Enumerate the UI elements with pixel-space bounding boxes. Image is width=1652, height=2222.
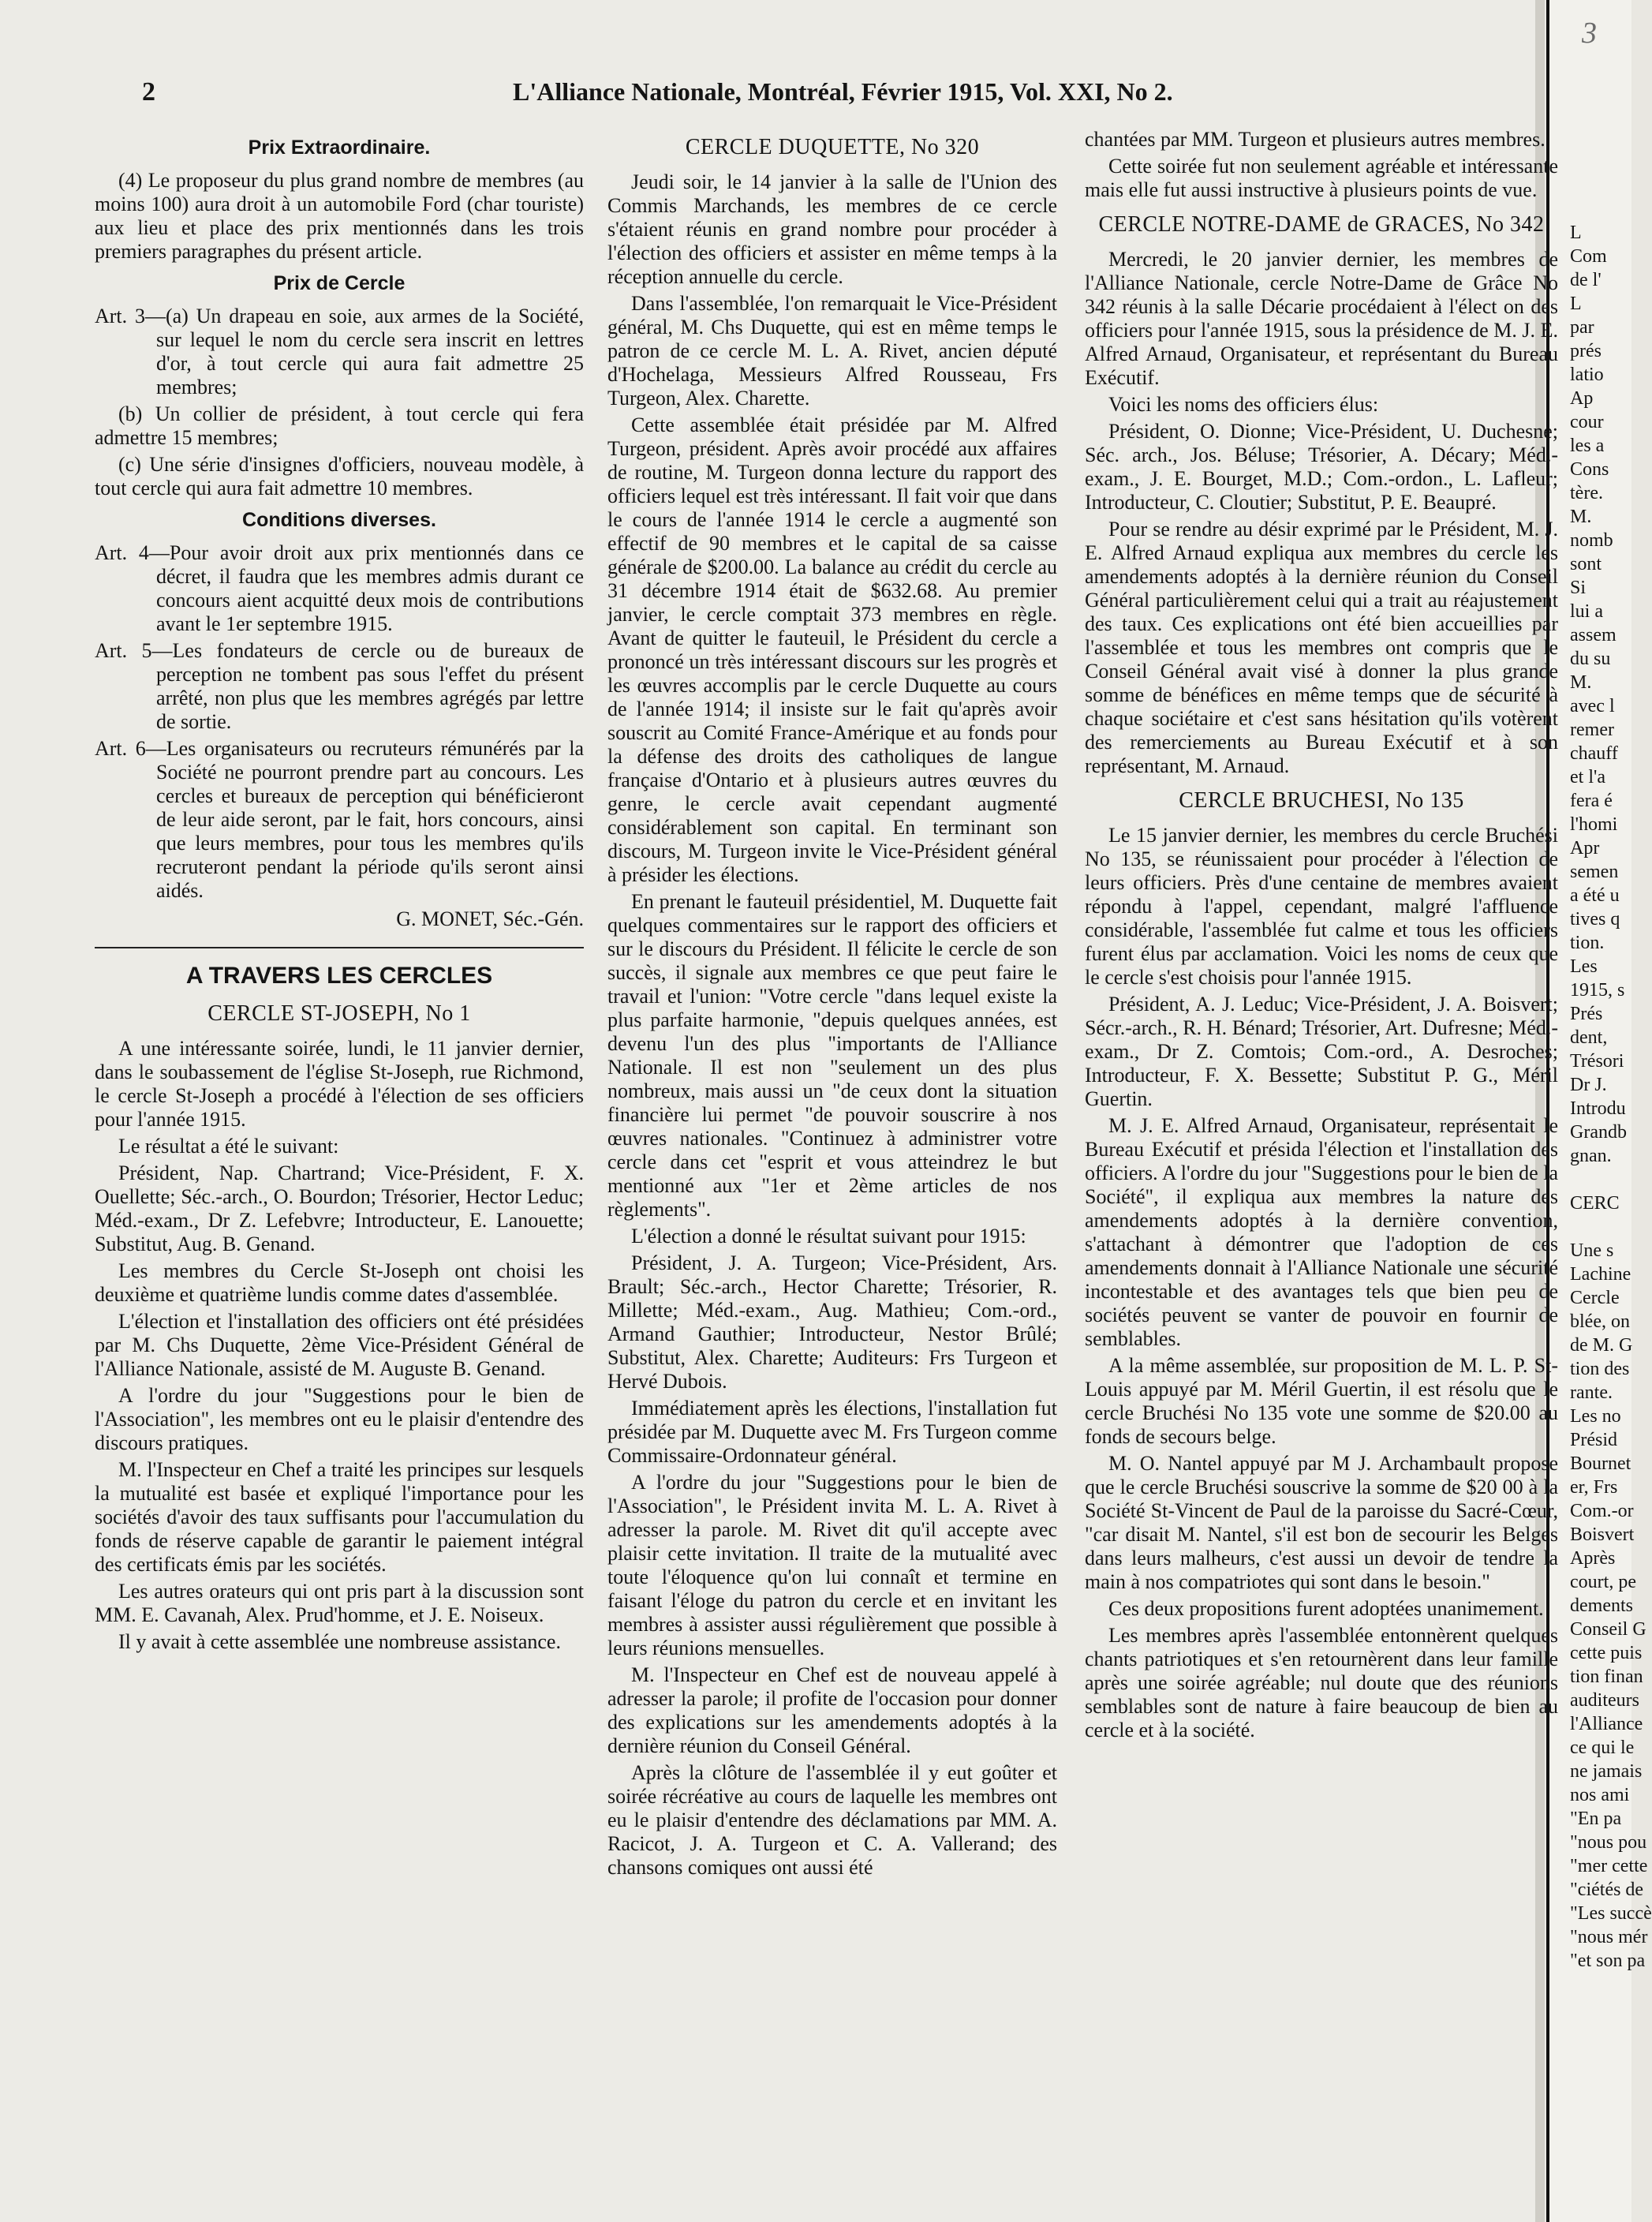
cropped-line: auditeurs <box>1570 1690 1639 1711</box>
paragraph: Voici les noms des officiers élus: <box>1108 393 1379 416</box>
cropped-line: semen <box>1570 862 1619 882</box>
cropped-line: 1915, s <box>1570 980 1625 1001</box>
paragraph: (b) Un collier de président, à tout cercle qui fera admettre 15 membres; <box>95 402 584 449</box>
paragraph: chantées par MM. Turgeon et plusieurs autres membres. <box>1085 128 1545 151</box>
cropped-line: tère. <box>1570 483 1603 503</box>
cercle-heading: CERCLE BRUCHESI, No 135 <box>1179 788 1464 813</box>
cropped-line: Les no <box>1570 1406 1621 1427</box>
cropped-line: chauff <box>1570 743 1618 764</box>
paragraph: Cette assemblée était présidée par M. Alfred Turgeon, président. Après avoir procédé aux affaires de routine, M. Turgeon donna lecture du rapport des officiers lequel est très intéressant. Il fait voir que dans le cours de l'année 1914 le cercle a augmenté son effectif de 90 membres et le capital de sa caisse générale de $200.00. La balance au crédit du cercle au 31 décembre 1914 était de $632.68. Au premier janvier, le cercle comptait 373 membres en règle. Avant de quitter le fauteuil, le Président du cercle a prononcé un très intéressant discours sur les progrès et les œuvres accomplis par le cercle Duquette au cours de l'année 1914; il insiste sur le fait qu'après avoir souscrit au Comité France-Amérique et au fonds pour la défense des droits des catholiques de langue française d'Ontario et à plusieurs autres œuvres du genre, le cercle avait cependant augmenté considérablement son capital. En terminant son discours, M. Turgeon invite le Vice-Président général à présider les élections. <box>607 413 1057 886</box>
section-heading: Conditions diverses. <box>242 509 436 531</box>
paragraph: En prenant le fauteuil présidentiel, M. Duquette fait quelques commentaires sur le rapport des officiers et sur le discours du Président. Il félicite le cercle de son succès, il signale aux membres ce que peut faire le travail et l'union: "Votre cercle "dans lequel existe la plus parfaite harmonie, "depuis quelques années, est devenu l'un des plus "importants de l'Alliance Nationale. Il est non "seulement un des plus nombreux, mais aussi un "de ceux dont la situation financière lui permet "de pouvoir souscrire à nos œuvres nationales. "Continuez à administrer votre cercle dans cet "esprit et vous atteindrez le but mentionné aux "1er et 2ème articles de nos règlements". <box>607 890 1057 1221</box>
cropped-line: Introdu <box>1570 1098 1626 1119</box>
cropped-line: lui a <box>1570 601 1603 622</box>
cropped-line: assem <box>1570 625 1616 645</box>
article-paragraph: Art. 4—Pour avoir droit aux prix mentionnés dans ce décret, il faudra que les membres admis durant ce concours aient acquitté deux mois de contributions avant le 1er septembre 1915. <box>95 541 584 635</box>
cropped-line: l'homi <box>1570 814 1618 835</box>
paragraph: M. l'Inspecteur en Chef a traité les principes sur lesquels la mutualité est basée et expliqué l'importance pour les sociétés d'avoir des taux suffisants pour l'accumulation du fonds de réserve capable de garantir le paiement intégral des certificats émis par les sociétés. <box>95 1458 584 1576</box>
cercle-heading: CERCLE DUQUETTE, No 320 <box>685 135 980 159</box>
paragraph: Dans l'assemblée, l'on remarquait le Vice-Président général, M. Chs Duquette, qui est en même temps le patron de ce cercle M. L. A. Rivet, ancien député d'Hochelaga, Messieurs Alfred Rousseau, Frs Turgeon, Alex. Charette. <box>607 292 1057 410</box>
cropped-line: prés <box>1570 341 1602 361</box>
cropped-line: er, Frs <box>1570 1477 1618 1498</box>
cropped-line: blée, on <box>1570 1311 1630 1332</box>
section-heading: Prix Extraordinaire. <box>248 137 431 159</box>
cropped-line: Conseil G <box>1570 1619 1646 1640</box>
paragraph: Pour se rendre au désir exprimé par le Président, M. J. E. Alfred Arnaud expliqua aux membres du cercle les amendements adoptés à la dernière réunion du Conseil Général particulièrement celui qui a trait au réajustement des taux. Ces explications ont été bien accueillies par l'assemblée et tous les membres ont compris que le Conseil Général avait visé à donner la plus grande somme de bénéfices en même temps que de sécurité à chaque sociétaire et c'est sans hésitation qu'ils votèrent des remerciements au Bureau Exécutif et à son représentant, M. Arnaud. <box>1085 518 1558 777</box>
section-heading: Prix de Cercle <box>273 272 406 294</box>
cropped-line: "ciétés de <box>1570 1880 1644 1900</box>
paragraph: L'élection et l'installation des officiers ont été présidées par M. Chs Duquette, 2ème Vice-Président Général de l'Alliance Nationale, assisté de M. Auguste B. Genand. <box>95 1310 584 1380</box>
paragraph: Jeudi soir, le 14 janvier à la salle de l'Union des Commis Marchands, les membres de ce cercle s'étaient réunis en grand nombre pour procéder à l'élection des officiers et assister en même temps à la réception annuelle du cercle. <box>607 170 1057 288</box>
cropped-line: Une s <box>1570 1240 1614 1261</box>
cropped-line: du su <box>1570 649 1611 669</box>
article-paragraph: Art. 3—(a) Un drapeau en soie, aux armes de la Société, sur lequel le nom du cercle sera inscrit en lettres d'or, à tout cercle qui aura fait admettre 25 membres; <box>95 305 584 398</box>
paragraph: (4) Le proposeur du plus grand nombre de membres (au moins 100) aura droit à un automobile Ford (char touriste) aux lieu et place des prix mentionnés dans les trois premiers paragraphes du présent article. <box>95 169 584 263</box>
cercle-heading: CERCLE ST-JOSEPH, No 1 <box>207 1001 471 1026</box>
cropped-line: nomb <box>1570 530 1613 551</box>
cropped-line: L <box>1570 223 1582 243</box>
cropped-line: "En pa <box>1570 1809 1622 1829</box>
paragraph: Mercredi, le 20 janvier dernier, les membres de l'Alliance Nationale, cercle Notre-Dame de Grâce No 342 réunis à la salle Décarie procédaient à l'élect on des officiers pour l'année 1915, sous la présidence de M. J. E. Alfred Arnaud, Organisateur, et représentant du Bureau Exécutif. <box>1085 248 1558 389</box>
cropped-line: Apr <box>1570 838 1600 858</box>
paragraph: Président, Nap. Chartrand; Vice-Président, F. X. Ouellette; Séc.-arch., O. Bourdon; Trésorier, Hector Leduc; Méd.-exam., Dr Z. Lefebvre; Introducteur, E. Lanouette; Substitut, Aug. B. Genand. <box>95 1162 584 1255</box>
cropped-line: ce qui le <box>1570 1738 1635 1758</box>
cropped-line: Cons <box>1570 459 1609 480</box>
paragraph: A l'ordre du jour "Suggestions pour le bien de l'Association", les membres ont eu le plaisir d'entendre des discours pratiques. <box>95 1384 584 1454</box>
cropped-line: "Les succè <box>1570 1903 1652 1924</box>
column-4-cropped <box>1570 221 1652 1973</box>
cropped-line: M. <box>1570 672 1592 693</box>
cropped-line: M. <box>1570 507 1592 527</box>
cropped-line: Com <box>1570 246 1607 267</box>
cropped-line: a été u <box>1570 885 1620 906</box>
cropped-line: tion des <box>1570 1359 1630 1379</box>
signature: G. MONET, Séc.-Gén. <box>396 907 584 930</box>
cropped-line: cette puis <box>1570 1643 1643 1663</box>
cropped-line: ne jamais <box>1570 1761 1643 1782</box>
pencil-annotation: 3 <box>1582 17 1597 50</box>
cropped-line: "nous pou <box>1570 1832 1647 1853</box>
cropped-line: Les <box>1570 956 1598 977</box>
paragraph: Cette soirée fut non seulement agréable et intéressante mais elle fut aussi instructive à plusieurs points de vue. <box>1085 155 1558 201</box>
cropped-line: cour <box>1570 412 1604 432</box>
paragraph: A une intéressante soirée, lundi, le 11 janvier dernier, dans le soubassement de l'église St-Joseph, rue Richmond, le cercle St-Joseph a procédé à l'élection de ses officiers pour l'année 1915. <box>95 1037 584 1131</box>
paragraph: A l'ordre du jour "Suggestions pour le bien de l'Association", le Président invita M. L. A. Rivet à adresser la parole. M. Rivet dit qu'il accepte avec plaisir cette invitation. Il traite de la mutualité avec toute l'éloquence qu'on lui connaît et termine en faisant l'éloge du patron du cercle et en invitant les membres à assister aussi régulièrement que possible à leurs réunions mensuelles. <box>607 1471 1057 1659</box>
cropped-line: avec l <box>1570 696 1615 716</box>
paragraph: L'élection a donné le résultat suivant pour 1915: <box>631 1225 1026 1248</box>
cropped-line: L <box>1570 294 1582 314</box>
cropped-line: latio <box>1570 365 1604 385</box>
cropped-line: et l'a <box>1570 767 1605 787</box>
paragraph: (c) Une série d'insignes d'officiers, nouveau modèle, à tout cercle qui aura fait admettre 10 membres. <box>95 453 584 499</box>
cropped-line: Ap <box>1570 388 1594 409</box>
paragraph: Les autres orateurs qui ont pris part à la discussion sont MM. E. Cavanah, Alex. Prud'homme, et J. E. Noiseux. <box>95 1580 584 1626</box>
paragraph: Président, O. Dionne; Vice-Président, U. Duchesne; Séc. arch., Jos. Béluse; Trésorier, A. Décary; Méd.-exam., J. E. Bourget, M.D.; Com.-ordon., L. Lafleur; Introducteur, C. Cloutier; Substitut, P. E. Beaupré. <box>1085 420 1558 514</box>
paragraph: Le résultat a été le suivant: <box>118 1135 339 1158</box>
article-paragraph: Art. 6—Les organisateurs ou recruteurs rémunérés par la Société ne pourront prendre part au concours. Les cercles et bureaux de perception qui bénéficieront de leur aide seront, par le fait, hors concours, ainsi que leurs membres, pour tous les membres qu'ils recruteront pendant la période qu'ils seront ainsi aidés. <box>95 737 584 902</box>
paragraph: Immédiatement après les élections, l'installation fut présidée par M. Duquette avec M. Frs Turgeon comme Commissaire-Ordonnateur général. <box>607 1397 1057 1467</box>
cropped-line: sont <box>1570 554 1602 574</box>
page-number: 2 <box>142 77 155 107</box>
paragraph: Après la clôture de l'assemblée il y eut goûter et soirée récréative au cours de laquelle les membres ont eu le plaisir d'entendre des déclamations par MM. A. Racicot, J. A. Turgeon et C. A. Vallerand; des chansons comiques ont aussi été <box>607 1761 1057 1879</box>
paragraph: A la même assemblée, sur proposition de M. L. P. St-Louis appuyé par M. Méril Guertin, il est résolu que le cercle Bruchési No 135 vote une somme de $20.00 au fonds de secours belge. <box>1085 1354 1558 1448</box>
paragraph: M. l'Inspecteur en Chef est de nouveau appelé à adresser la parole; il profite de l'occasion pour donner des explications sur les amendements adoptés à la dernière réunion du Conseil Général. <box>607 1663 1057 1757</box>
running-title: L'Alliance Nationale, Montréal, Février 1915, Vol. XXI, No 2. <box>513 77 1173 106</box>
cercle-heading: CERCLE NOTRE-DAME de GRACES, No 342 <box>1098 212 1545 237</box>
column-2 <box>607 128 1057 1883</box>
cropped-line: Après <box>1570 1548 1616 1569</box>
cropped-line: les a <box>1570 436 1605 456</box>
page-header <box>142 77 1531 117</box>
paragraph: Ces deux propositions furent adoptées unanimement. <box>1108 1597 1544 1620</box>
cropped-line: de M. G <box>1570 1335 1633 1356</box>
cropped-line: gnan. <box>1570 1146 1612 1166</box>
cropped-line: CERC <box>1570 1193 1620 1214</box>
article-paragraph: Art. 5—Les fondateurs de cercle ou de bureaux de perception ne tombent pas sous l'effet du présent arrêté, non plus que les membres agrégés par lettre de sortie. <box>95 639 584 733</box>
cropped-line <box>1570 1215 1625 1239</box>
paragraph: Les membres du Cercle St-Joseph ont choisi les deuxième et quatrième lundis comme dates d'assemblée. <box>95 1259 584 1306</box>
main-section-heading: A TRAVERS LES CERCLES <box>95 947 584 988</box>
cropped-line <box>1570 1168 1625 1191</box>
cropped-line: tion finan <box>1570 1666 1643 1687</box>
cropped-line: "et son pa <box>1570 1951 1646 1971</box>
column-3 <box>1085 128 1558 1745</box>
cropped-line: tives q <box>1570 909 1620 930</box>
column-1 <box>95 128 584 1657</box>
paragraph: Il y avait à cette assemblée une nombreuse assistance. <box>118 1630 561 1653</box>
cropped-line: dements <box>1570 1595 1633 1616</box>
paragraph: Président, A. J. Leduc; Vice-Président, J. A. Boisvert; Sécr.-arch., R. H. Bénard; Trésorier, Art. Dufresne; Méd.-exam., Dr Z. Comtois; Com.-ord., A. Desroches; Introducteur, F. X. Bessette; Substitut P. G., Méril Guertin. <box>1085 993 1558 1110</box>
cropped-line: "nous mér <box>1570 1927 1648 1947</box>
cropped-line: dent, <box>1570 1027 1608 1048</box>
cropped-line: rante. <box>1570 1382 1613 1403</box>
cropped-line: Si <box>1570 578 1587 598</box>
cropped-line: "mer cette <box>1570 1856 1648 1876</box>
cropped-line: fera é <box>1570 791 1613 811</box>
cropped-line: remer <box>1570 720 1614 740</box>
paragraph: M. J. E. Alfred Arnaud, Organisateur, représentait le Bureau Exécutif et présida l'élection et l'installation des officiers. A l'ordre du jour "Suggestions pour le bien de la Société", il expliqua aux membres la nature des amendements adoptés à la dernière convention, s'attachant à démontrer que l'adoption de ces amendements donnait à l'Alliance Nationale une sécurité incontestable et des avantages tels que bien peu de sociétés peuvent se vanter de pouvoir en fournir de semblables. <box>1085 1114 1558 1350</box>
cropped-line: Prés <box>1570 1004 1603 1024</box>
cropped-line: Bournet <box>1570 1453 1631 1474</box>
paragraph: Les membres après l'assemblée entonnèrent quelques chants patriotiques et s'en retournèrent dans leur famille après une soirée agréable; nul doute que des réunions semblables sont de nature à faire beaucoup de bien au cercle et à la société. <box>1085 1624 1558 1741</box>
cropped-line: nos ami <box>1570 1785 1630 1805</box>
paragraph: Le 15 janvier dernier, les membres du cercle Bruchési No 135, se réunissaient pour procéder à l'élection de leurs officiers. Près d'une centaine de membres avaient répondu à l'appel, cependant, malgré l'affluence considérable, l'assemblée fut calme et tous les officiers furent élus par acclamation. Voici les noms de ceux que le cercle s'est choisis pour l'année 1915. <box>1085 824 1558 989</box>
cropped-line: Boisvert <box>1570 1524 1635 1545</box>
paragraph: Président, J. A. Turgeon; Vice-Président, Ars. Brault; Séc.-arch., Hector Charette; Trésorier, R. Millette; Méd.-exam., Aug. Mathieu; Com.-ord., Armand Gauthier; Introducteur, Nestor Brûlé; Substitut, Alex. Charette; Auditeurs: Frs Turgeon et Hervé Dubois. <box>607 1251 1057 1393</box>
cropped-line: tion. <box>1570 933 1605 953</box>
cropped-line: Lachine <box>1570 1264 1631 1285</box>
cropped-line: l'Alliance <box>1570 1714 1643 1734</box>
cropped-line: Grandb <box>1570 1122 1627 1143</box>
cropped-line: court, pe <box>1570 1572 1636 1592</box>
cropped-line: Trésori <box>1570 1051 1624 1072</box>
cropped-line: de l' <box>1570 270 1602 290</box>
cropped-line: Cercle <box>1570 1288 1620 1308</box>
cropped-line: Dr J. <box>1570 1075 1607 1095</box>
cropped-line: Présid <box>1570 1430 1617 1450</box>
cropped-line: par <box>1570 317 1594 338</box>
cropped-line: Com.-or <box>1570 1501 1634 1521</box>
paragraph: M. O. Nantel appuyé par M J. Archambault propose que le cercle Bruchési souscrive la somme de $20 00 à la Société St-Vincent de Paul de la paroisse du Sacré-Cœur, "car disait M. Nantel, s'il est bon de secourir les Belges dans leurs malheurs, c'est aussi un devoir de tendre la main à nos compatriotes qui sont dans le besoin." <box>1085 1452 1558 1593</box>
